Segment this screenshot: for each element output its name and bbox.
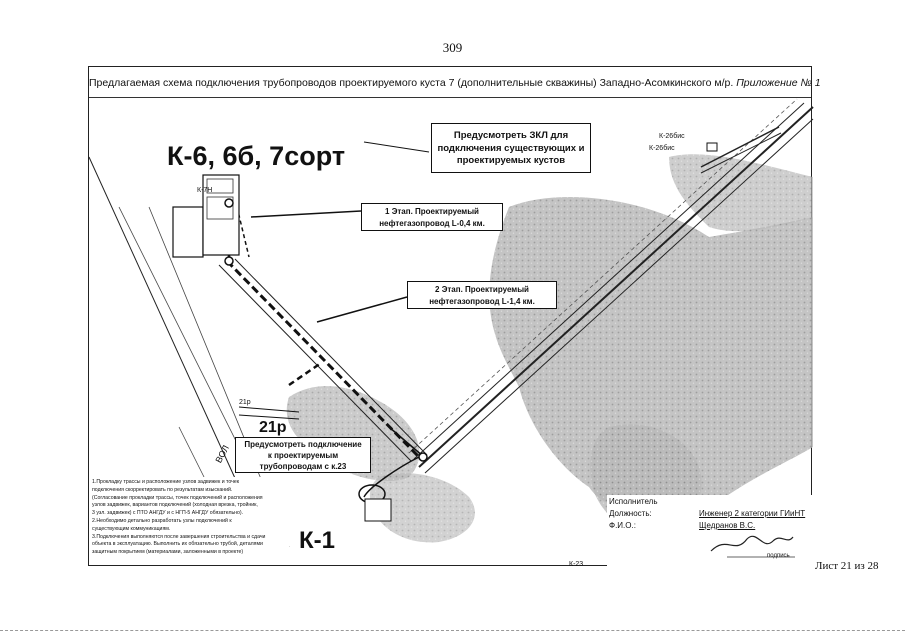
note-line: (Согласование прокладки трассы, точек подключений и расположения (92, 494, 263, 501)
road-label: ВОЛ (213, 443, 232, 465)
callout-stage1: 1 Этап. Проектируемый нефтегазопровод L-0,4 км. (361, 203, 503, 231)
position-label: Должность: (609, 509, 652, 518)
site-21p-small-label: 21р (239, 399, 251, 406)
note-line: существующим коммуникациям. (92, 525, 171, 532)
leader-line (317, 297, 407, 322)
callout-stage2: 2 Этап. Проектируемый нефтегазопровод L-1,4 км. (407, 281, 557, 309)
node-k6-bottom (225, 257, 233, 265)
position-value: Инженер 2 категории ГИиНТ (699, 509, 806, 518)
node-k6-top (225, 199, 233, 207)
well-k26bis-label: К-26бис (659, 133, 685, 140)
title-main: Предлагаемая схема подключения трубопроводов проектируемого куста 7 (дополнительные скважины) Западно-Асомкинского м/р. (89, 77, 734, 89)
node-junction (419, 453, 427, 461)
callout-connect: Предусмотреть подключение к проектируемым трубопроводам с к.23 (235, 437, 371, 473)
title-appendix: Приложение № 1 (736, 77, 821, 89)
signature-block (607, 495, 813, 567)
bottom-rule (0, 630, 905, 632)
scheme-sheet (88, 66, 821, 568)
note-line: защитным покрытием (материалами, заложенными в проекте) (92, 549, 244, 556)
sheet-title (89, 69, 821, 98)
notes-block (89, 477, 289, 559)
note-line: 3.Подключения выполняются после завершения строительства и сдачи (92, 533, 266, 540)
note-line: 1.Прокладку трассы и расположение узлов задвижек и точек (92, 479, 239, 485)
leader-line (364, 142, 429, 152)
executor-label: Исполнитель (609, 497, 658, 506)
cluster-k6-label: К-6, 6б, 7сорт (167, 141, 346, 171)
well-k26bis-label-2: К-26бис (649, 145, 675, 152)
note-line: подключения скорректировать по результатам изысканий. (92, 486, 233, 493)
name-label: Ф.И.О.: (609, 521, 636, 530)
note-line: 2.Необходимо детально разработать узлы подключений к (92, 517, 232, 524)
sign-label: подпись (767, 553, 790, 559)
note-line: 3 узл. задвижек) с ПТО АНГДУ и с НГП-5 АНГДУ обязательно). (92, 510, 244, 517)
callout-zkl: Предусмотреть ЗКЛ для подключения существующих и проектируемых кустов (431, 123, 591, 173)
well-k7n-label: К-7Н (197, 187, 213, 194)
sheet-number: Лист 21 из 28 (815, 560, 879, 572)
name-value: Щедранов В.С. (699, 521, 756, 530)
site-21p-label: 21р (259, 419, 287, 436)
note-line: узлов задвижек, вариантов подключений (холодная врезка, тройник, (92, 502, 258, 509)
note-line: объекта в эксплуатацию. Выполнить их обязательно трубой, деталями (92, 541, 263, 548)
leader-line (251, 211, 361, 217)
cluster-k1-label: К-1 (299, 527, 335, 554)
page-number: 309 (442, 40, 463, 55)
k23-label: К-23 (569, 561, 584, 568)
